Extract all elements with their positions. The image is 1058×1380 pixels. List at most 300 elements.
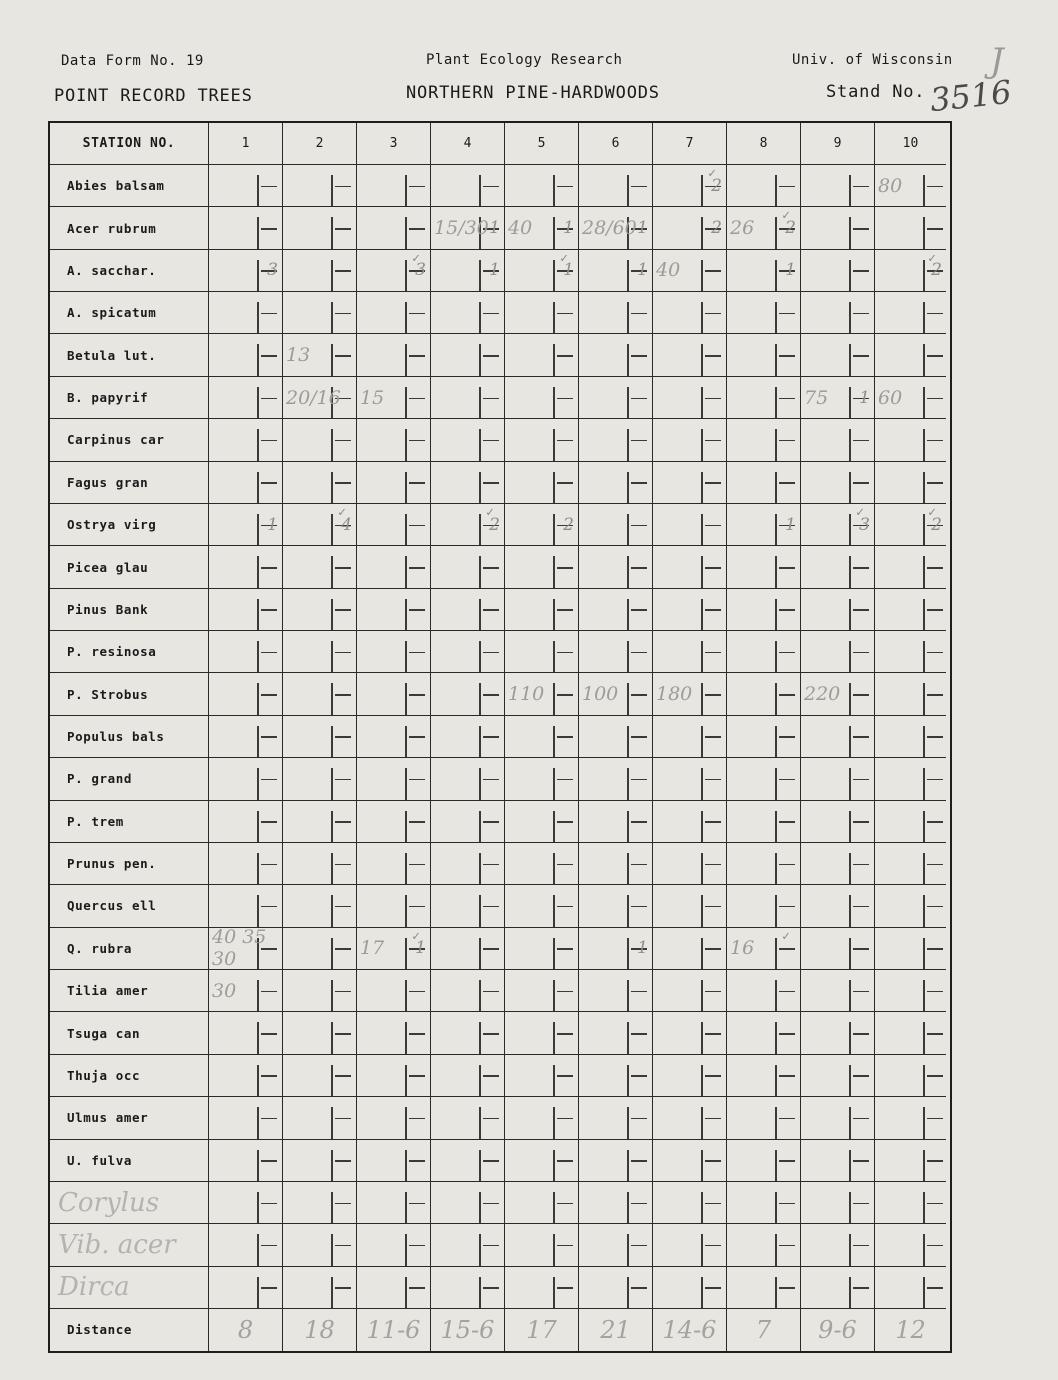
data-cell[interactable] <box>727 928 801 970</box>
data-cell[interactable] <box>431 928 505 970</box>
data-cell[interactable] <box>727 843 801 885</box>
data-cell[interactable] <box>875 1140 946 1182</box>
data-cell[interactable] <box>431 504 505 546</box>
data-cell[interactable] <box>431 970 505 1012</box>
data-cell[interactable] <box>357 292 431 334</box>
data-cell[interactable] <box>727 165 801 207</box>
data-cell[interactable] <box>801 885 875 927</box>
community-title: NORTHERN PINE-HARDWOODS <box>406 83 660 103</box>
data-cell[interactable] <box>801 207 875 249</box>
data-cell[interactable] <box>283 631 357 673</box>
data-cell[interactable] <box>579 1224 653 1266</box>
data-cell[interactable] <box>727 716 801 758</box>
data-cell[interactable] <box>283 462 357 504</box>
data-cell[interactable] <box>283 546 357 588</box>
data-cell[interactable] <box>801 716 875 758</box>
data-cell[interactable] <box>801 165 875 207</box>
data-cell[interactable] <box>431 673 505 715</box>
distance-cell[interactable] <box>579 1309 653 1351</box>
cell-divider <box>627 514 629 545</box>
data-cell[interactable] <box>283 673 357 715</box>
data-cell[interactable] <box>801 1140 875 1182</box>
data-cell[interactable] <box>505 165 579 207</box>
data-cell[interactable] <box>653 589 727 631</box>
data-cell[interactable] <box>505 377 579 419</box>
data-cell[interactable] <box>431 546 505 588</box>
data-cell[interactable] <box>357 462 431 504</box>
data-cell[interactable] <box>431 165 505 207</box>
data-cell[interactable] <box>801 1055 875 1097</box>
cell-divider <box>553 1277 555 1308</box>
data-cell[interactable] <box>801 292 875 334</box>
data-cell[interactable] <box>209 334 283 376</box>
cell-tick <box>335 1287 351 1289</box>
data-cell[interactable] <box>875 207 946 249</box>
data-cell[interactable] <box>209 377 283 419</box>
data-cell[interactable] <box>579 1140 653 1182</box>
data-cell[interactable] <box>727 1097 801 1139</box>
data-cell[interactable] <box>431 1055 505 1097</box>
data-cell[interactable] <box>209 716 283 758</box>
data-cell[interactable] <box>283 589 357 631</box>
data-cell[interactable] <box>505 334 579 376</box>
data-cell[interactable] <box>431 419 505 461</box>
data-cell[interactable] <box>431 292 505 334</box>
data-cell[interactable] <box>653 885 727 927</box>
data-cell[interactable] <box>875 843 946 885</box>
data-cell[interactable] <box>875 165 946 207</box>
data-cell[interactable] <box>431 631 505 673</box>
data-cell[interactable] <box>653 1267 727 1309</box>
data-cell[interactable] <box>283 1055 357 1097</box>
data-cell[interactable] <box>875 250 946 292</box>
data-cell[interactable] <box>801 801 875 843</box>
data-cell[interactable] <box>801 1224 875 1266</box>
data-cell[interactable] <box>801 631 875 673</box>
data-cell[interactable] <box>727 1055 801 1097</box>
distance-cell[interactable] <box>283 1309 357 1351</box>
data-cell[interactable] <box>283 377 357 419</box>
data-cell[interactable] <box>505 589 579 631</box>
data-cell[interactable] <box>653 419 727 461</box>
data-cell[interactable] <box>653 1012 727 1054</box>
data-cell[interactable] <box>727 758 801 800</box>
data-cell[interactable] <box>727 673 801 715</box>
data-cell[interactable] <box>875 1224 946 1266</box>
data-cell[interactable] <box>801 546 875 588</box>
data-cell[interactable] <box>505 1224 579 1266</box>
data-cell[interactable] <box>727 462 801 504</box>
data-cell[interactable] <box>875 885 946 927</box>
data-cell[interactable] <box>357 334 431 376</box>
data-cell[interactable] <box>727 1224 801 1266</box>
data-cell[interactable] <box>801 843 875 885</box>
data-cell[interactable] <box>579 885 653 927</box>
data-cell[interactable] <box>505 250 579 292</box>
data-cell[interactable] <box>579 546 653 588</box>
data-cell[interactable] <box>357 1012 431 1054</box>
data-cell[interactable] <box>357 589 431 631</box>
data-cell[interactable] <box>801 462 875 504</box>
data-cell[interactable] <box>505 970 579 1012</box>
data-cell[interactable] <box>801 1012 875 1054</box>
data-cell[interactable] <box>875 758 946 800</box>
data-cell[interactable] <box>653 292 727 334</box>
data-cell[interactable] <box>727 970 801 1012</box>
distance-cell[interactable] <box>653 1309 727 1351</box>
data-cell[interactable] <box>875 1055 946 1097</box>
data-cell[interactable] <box>209 1224 283 1266</box>
data-cell[interactable] <box>801 928 875 970</box>
data-cell[interactable] <box>505 546 579 588</box>
data-cell[interactable] <box>727 801 801 843</box>
data-cell[interactable] <box>579 207 653 249</box>
data-cell[interactable] <box>283 801 357 843</box>
data-cell[interactable] <box>431 589 505 631</box>
data-cell[interactable] <box>875 589 946 631</box>
data-cell[interactable] <box>209 801 283 843</box>
data-cell[interactable] <box>653 165 727 207</box>
data-cell[interactable] <box>505 462 579 504</box>
data-cell[interactable] <box>875 631 946 673</box>
distance-cell[interactable] <box>875 1309 946 1351</box>
data-cell[interactable] <box>283 716 357 758</box>
cell-divider <box>923 1022 925 1053</box>
data-cell[interactable] <box>505 631 579 673</box>
data-cell[interactable] <box>209 504 283 546</box>
data-cell[interactable] <box>209 292 283 334</box>
data-cell[interactable] <box>579 377 653 419</box>
data-cell[interactable] <box>209 546 283 588</box>
data-cell[interactable] <box>505 1097 579 1139</box>
data-cell[interactable] <box>653 1224 727 1266</box>
cell-divider <box>479 1150 481 1181</box>
data-cell[interactable] <box>283 504 357 546</box>
data-cell[interactable] <box>431 1140 505 1182</box>
cell-tick <box>705 948 721 950</box>
data-cell[interactable] <box>431 462 505 504</box>
data-cell[interactable] <box>801 419 875 461</box>
distance-cell[interactable] <box>357 1309 431 1351</box>
data-cell[interactable] <box>209 419 283 461</box>
data-cell[interactable] <box>283 1140 357 1182</box>
data-cell[interactable] <box>801 1267 875 1309</box>
data-cell[interactable] <box>579 970 653 1012</box>
data-cell[interactable] <box>505 1182 579 1224</box>
data-cell[interactable] <box>431 1182 505 1224</box>
data-cell[interactable] <box>579 631 653 673</box>
data-cell[interactable] <box>579 843 653 885</box>
data-cell[interactable] <box>653 970 727 1012</box>
data-cell[interactable] <box>209 165 283 207</box>
data-cell[interactable] <box>209 843 283 885</box>
data-cell[interactable] <box>579 250 653 292</box>
data-cell[interactable] <box>579 165 653 207</box>
data-cell[interactable] <box>875 1182 946 1224</box>
data-cell[interactable] <box>653 758 727 800</box>
data-cell[interactable] <box>357 1224 431 1266</box>
data-cell[interactable] <box>801 758 875 800</box>
data-cell[interactable] <box>209 673 283 715</box>
data-cell[interactable] <box>209 885 283 927</box>
data-cell[interactable] <box>727 631 801 673</box>
data-cell[interactable] <box>875 1097 946 1139</box>
data-cell[interactable] <box>579 801 653 843</box>
cell-divider <box>479 387 481 418</box>
data-cell[interactable] <box>579 928 653 970</box>
data-cell[interactable] <box>653 631 727 673</box>
data-cell[interactable] <box>653 207 727 249</box>
cell-tick <box>853 270 869 272</box>
data-cell[interactable] <box>357 1267 431 1309</box>
data-cell[interactable] <box>357 419 431 461</box>
data-cell[interactable] <box>283 1012 357 1054</box>
data-cell[interactable] <box>727 377 801 419</box>
data-cell[interactable] <box>283 207 357 249</box>
data-cell[interactable] <box>653 334 727 376</box>
data-cell[interactable] <box>875 377 946 419</box>
data-cell[interactable] <box>727 334 801 376</box>
data-cell[interactable] <box>727 504 801 546</box>
data-cell[interactable] <box>431 758 505 800</box>
data-cell[interactable] <box>875 292 946 334</box>
data-cell[interactable] <box>357 207 431 249</box>
data-cell[interactable] <box>801 970 875 1012</box>
data-cell[interactable] <box>357 1182 431 1224</box>
distance-cell[interactable] <box>209 1309 283 1351</box>
data-cell[interactable] <box>801 1182 875 1224</box>
data-cell[interactable] <box>653 1140 727 1182</box>
data-cell[interactable] <box>209 250 283 292</box>
data-cell[interactable] <box>431 377 505 419</box>
data-cell[interactable] <box>357 1140 431 1182</box>
data-cell[interactable] <box>505 207 579 249</box>
cell-divider <box>331 811 333 842</box>
data-cell[interactable] <box>357 165 431 207</box>
data-cell[interactable] <box>875 334 946 376</box>
data-cell[interactable] <box>801 673 875 715</box>
data-cell[interactable] <box>209 1012 283 1054</box>
data-cell[interactable] <box>505 1055 579 1097</box>
data-cell[interactable] <box>801 1097 875 1139</box>
data-cell[interactable] <box>579 1182 653 1224</box>
data-cell[interactable] <box>209 970 283 1012</box>
data-cell[interactable] <box>357 928 431 970</box>
data-cell[interactable] <box>579 1012 653 1054</box>
data-cell[interactable] <box>727 1012 801 1054</box>
data-cell[interactable] <box>801 334 875 376</box>
data-cell[interactable] <box>653 843 727 885</box>
cell-tick <box>779 779 795 781</box>
data-cell[interactable] <box>579 1055 653 1097</box>
data-cell[interactable] <box>653 462 727 504</box>
data-cell[interactable] <box>801 250 875 292</box>
data-cell[interactable] <box>801 504 875 546</box>
data-cell[interactable] <box>357 885 431 927</box>
data-cell[interactable] <box>727 1267 801 1309</box>
data-cell[interactable] <box>875 673 946 715</box>
data-cell[interactable] <box>209 758 283 800</box>
data-cell[interactable] <box>357 250 431 292</box>
data-cell[interactable] <box>875 546 946 588</box>
data-cell[interactable] <box>653 673 727 715</box>
data-cell[interactable] <box>209 1140 283 1182</box>
data-cell[interactable] <box>875 504 946 546</box>
data-cell[interactable] <box>579 716 653 758</box>
data-cell[interactable] <box>653 1055 727 1097</box>
data-cell[interactable] <box>357 758 431 800</box>
cell-tick <box>261 609 277 611</box>
data-cell[interactable] <box>431 885 505 927</box>
distance-cell[interactable] <box>801 1309 875 1351</box>
data-cell[interactable] <box>727 250 801 292</box>
data-cell[interactable] <box>653 377 727 419</box>
data-cell[interactable] <box>209 1182 283 1224</box>
data-cell[interactable] <box>727 546 801 588</box>
data-cell[interactable] <box>283 1182 357 1224</box>
data-cell[interactable] <box>431 1097 505 1139</box>
data-cell[interactable] <box>875 970 946 1012</box>
data-cell[interactable] <box>875 801 946 843</box>
data-cell[interactable] <box>283 1267 357 1309</box>
data-cell[interactable] <box>209 928 283 970</box>
data-cell[interactable] <box>209 207 283 249</box>
data-cell[interactable] <box>579 1097 653 1139</box>
data-cell[interactable] <box>283 292 357 334</box>
data-cell[interactable] <box>727 207 801 249</box>
data-cell[interactable] <box>283 334 357 376</box>
data-cell[interactable] <box>357 673 431 715</box>
distance-cell[interactable] <box>431 1309 505 1351</box>
data-cell[interactable] <box>875 419 946 461</box>
data-cell[interactable] <box>283 1097 357 1139</box>
data-cell[interactable] <box>875 928 946 970</box>
data-cell[interactable] <box>653 801 727 843</box>
cell-tick <box>853 736 869 738</box>
data-cell[interactable] <box>283 250 357 292</box>
data-cell[interactable] <box>283 843 357 885</box>
data-cell[interactable] <box>357 504 431 546</box>
data-cell[interactable] <box>653 1097 727 1139</box>
data-cell[interactable] <box>357 377 431 419</box>
data-cell[interactable] <box>357 1055 431 1097</box>
data-cell[interactable] <box>579 589 653 631</box>
data-cell[interactable] <box>431 207 505 249</box>
data-cell[interactable] <box>283 1224 357 1266</box>
data-cell[interactable] <box>431 334 505 376</box>
cell-divider <box>331 683 333 714</box>
data-cell[interactable] <box>875 716 946 758</box>
data-cell[interactable] <box>209 631 283 673</box>
data-cell[interactable] <box>505 673 579 715</box>
data-cell[interactable] <box>431 1267 505 1309</box>
data-cell[interactable] <box>653 546 727 588</box>
data-cell[interactable] <box>579 334 653 376</box>
data-cell[interactable] <box>653 250 727 292</box>
data-cell[interactable] <box>209 1267 283 1309</box>
data-cell[interactable] <box>209 462 283 504</box>
data-cell[interactable] <box>653 928 727 970</box>
distance-cell[interactable] <box>505 1309 579 1351</box>
data-cell[interactable] <box>357 716 431 758</box>
data-cell[interactable] <box>505 843 579 885</box>
data-cell[interactable] <box>431 801 505 843</box>
cell-divider <box>849 853 851 884</box>
data-cell[interactable] <box>505 758 579 800</box>
data-cell[interactable] <box>505 1140 579 1182</box>
data-cell[interactable] <box>431 716 505 758</box>
data-cell[interactable] <box>357 546 431 588</box>
data-cell[interactable] <box>727 885 801 927</box>
data-cell[interactable] <box>727 292 801 334</box>
data-cell[interactable] <box>653 716 727 758</box>
data-cell[interactable] <box>283 419 357 461</box>
data-cell[interactable] <box>505 716 579 758</box>
data-cell[interactable] <box>209 1055 283 1097</box>
distance-cell[interactable] <box>727 1309 801 1351</box>
data-cell[interactable] <box>727 589 801 631</box>
data-cell[interactable] <box>357 631 431 673</box>
data-cell[interactable] <box>653 1182 727 1224</box>
data-cell[interactable] <box>283 165 357 207</box>
data-cell[interactable] <box>579 758 653 800</box>
data-cell[interactable] <box>431 843 505 885</box>
data-cell[interactable] <box>579 673 653 715</box>
data-cell[interactable] <box>357 843 431 885</box>
data-cell[interactable] <box>283 928 357 970</box>
data-cell[interactable] <box>283 758 357 800</box>
cell-divider <box>701 938 703 969</box>
species-label: Abies balsam <box>50 165 209 207</box>
data-cell[interactable] <box>505 504 579 546</box>
station-number-10: 10 <box>875 123 946 165</box>
data-cell[interactable] <box>505 885 579 927</box>
data-cell[interactable] <box>875 462 946 504</box>
data-cell[interactable] <box>357 1097 431 1139</box>
data-cell[interactable] <box>727 419 801 461</box>
data-cell[interactable] <box>579 1267 653 1309</box>
data-cell[interactable] <box>579 292 653 334</box>
data-cell[interactable] <box>579 462 653 504</box>
data-cell[interactable] <box>505 928 579 970</box>
data-cell[interactable] <box>579 504 653 546</box>
data-cell[interactable] <box>505 419 579 461</box>
data-cell[interactable] <box>209 589 283 631</box>
data-cell[interactable] <box>727 1182 801 1224</box>
data-cell[interactable] <box>283 885 357 927</box>
data-cell[interactable] <box>505 1267 579 1309</box>
data-cell[interactable] <box>283 970 357 1012</box>
data-cell[interactable] <box>431 250 505 292</box>
data-cell[interactable] <box>801 377 875 419</box>
data-cell[interactable] <box>579 419 653 461</box>
check-mark-icon: ✓ <box>928 504 936 520</box>
data-cell[interactable] <box>801 589 875 631</box>
data-cell[interactable] <box>505 1012 579 1054</box>
data-cell[interactable] <box>653 504 727 546</box>
data-cell[interactable] <box>875 1012 946 1054</box>
data-cell[interactable] <box>505 292 579 334</box>
data-cell[interactable] <box>357 801 431 843</box>
data-cell[interactable] <box>727 1140 801 1182</box>
cell-tick <box>853 355 869 357</box>
data-cell[interactable] <box>209 1097 283 1139</box>
data-cell[interactable] <box>875 1267 946 1309</box>
data-cell[interactable] <box>431 1224 505 1266</box>
data-cell[interactable] <box>357 970 431 1012</box>
data-cell[interactable] <box>505 801 579 843</box>
data-cell[interactable] <box>431 1012 505 1054</box>
